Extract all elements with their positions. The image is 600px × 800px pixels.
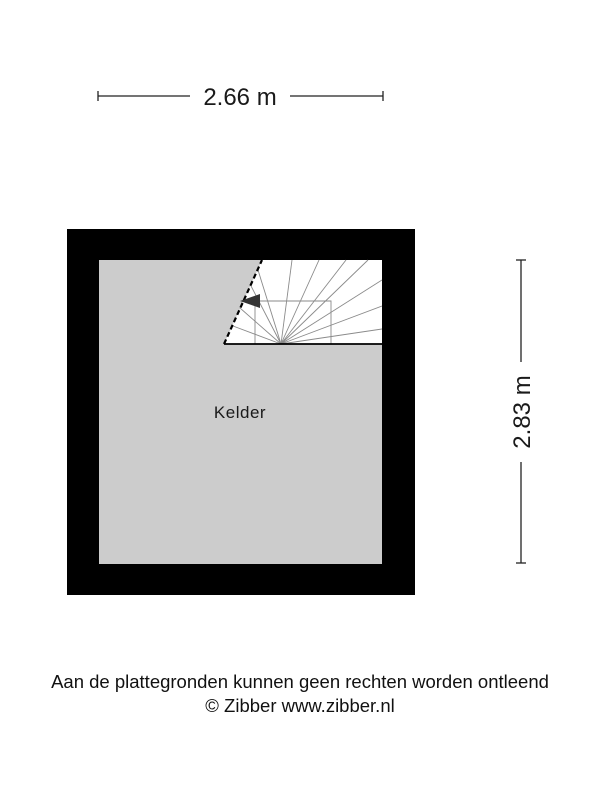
copyright-text: © Zibber www.zibber.nl [205, 695, 395, 716]
height-dimension-label: 2.83 m [509, 375, 536, 449]
disclaimer-text: Aan de plattegronden kunnen geen rechten worden ontleend [51, 671, 549, 692]
height-dimension [509, 260, 536, 563]
room-label: Kelder [213, 403, 267, 422]
width-dimension [98, 84, 383, 111]
width-dimension-label: 2.66 m [203, 84, 277, 111]
